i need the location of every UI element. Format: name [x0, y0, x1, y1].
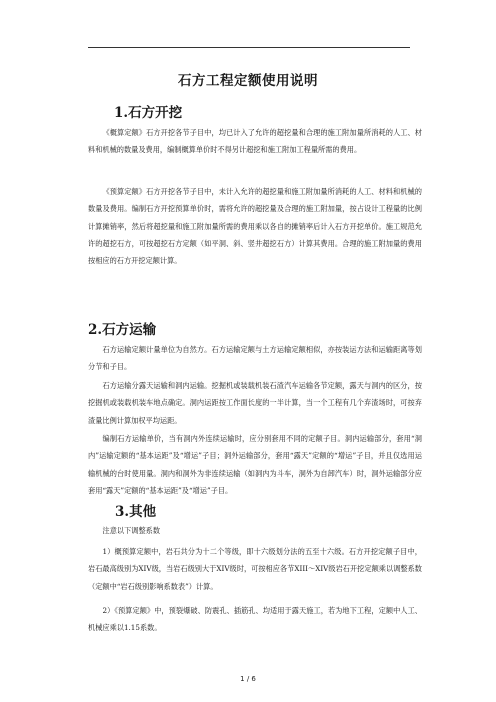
- section-heading-1: 1.石方开挖: [114, 105, 183, 121]
- paragraph: 石方运输定额计量单位为自然方。石方运输定额与土方运输定额相似，亦按装运方法和运输距离等划分节和子目。: [88, 345, 422, 372]
- paragraph: 2）《预算定额》中，预裂爆破、防震孔、插筋孔、均适用于露天施工，若为地下工程，定额中人工、机械应乘以1.15系数。: [88, 606, 422, 633]
- section-heading-2: 2.石方运输: [88, 322, 157, 338]
- paragraph: 编制石方运输单价，当有洞内外连续运输时，应分别套用不同的定额子目。洞内运输部分，套用“洞内”运输定额的“基本运距”及“增运”子目；洞外运输部分，套用“露天”定额的“增运”子目，并且仅选用运输机械的台时使用量。洞内和洞外为非连续运输（如洞内为斗车，洞外为自卸汽车）时，洞外运输部分应套用“露天”定额的“基本运距”及“增运”子目。: [88, 434, 422, 495]
- paragraph: 1）概预算定额中，岩石共分为十二个等级，即十六级划分法的五至十六级。石方开挖定额子目中，岩石最高级别为XIV级，当岩石级别大于XIV级时，可按相应各节XIII～XIV级岩石开挖定额乘以调整系数（定额中“岩石级别影响系数表”）计算。: [88, 547, 422, 591]
- paragraph: 注意以下调整系数: [102, 526, 161, 535]
- page-number: 1 / 6: [240, 675, 256, 683]
- page-title: 石方工程定额使用说明: [178, 73, 318, 89]
- paragraph: 石方运输分露天运输和洞内运输。挖掘机或装载机装石渣汽车运输各节定额，露天与洞内的区分，按挖掘机或装载机装车地点确定。洞内运距按工作面长度的一半计算，当一个工程有几个弃渣场时，可按弃渣量比例计算加权平均运距。: [88, 381, 422, 425]
- section-heading-3: 3.其他: [115, 504, 157, 520]
- paragraph: 《预算定额》石方开挖各节子目中，未计入允许的超挖量和施工附加量所消耗的人工、材料和机械的数量及费用。编制石方开挖预算单价时，需将允许的超挖量及合理的施工附加量，按占设计工程量的比例计算摊销率，然后将超挖量和施工附加量所需的费用乘以各自的摊销率后计入石方开挖单价。施工规范允许的超挖石方，可按超挖石方定额（如平洞、斜、竖井超挖石方）计算其费用。合理的施工附加量的费用按相应的石方开挖定额计算。: [88, 187, 422, 266]
- header-rule: [88, 47, 410, 48]
- paragraph: 《概算定额》石方开挖各节子目中，均已计入了允许的超挖量和合理的施工附加量所消耗的人工、材料和机械的数量及费用，编制概算单价时不得另计超挖和施工附加工程量所需的费用。: [88, 128, 422, 155]
